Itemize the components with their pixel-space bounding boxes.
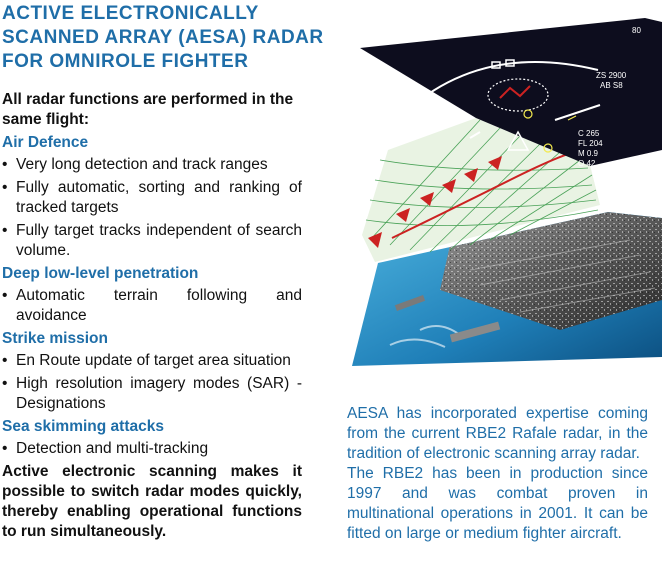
hud-top-value: 80 (632, 26, 641, 35)
rbe2-paragraph-1: AESA has incorporated expertise coming from the current RBE2 Rafale radar, in the tradition of electronic scanning array radar. (347, 405, 648, 462)
section-heading-sea-skimming: Sea skimming attacks (2, 418, 164, 435)
title-line-1: ACTIVE ELECTRONICALLY (2, 3, 259, 24)
title-line-2: SCANNED ARRAY (AESA) RADAR (2, 27, 324, 48)
hud-data-value: O 42 (578, 159, 596, 168)
hud-readout-1: ZS 2900 (596, 71, 627, 80)
hud-data-value: FL 204 (578, 139, 603, 148)
section-heading-deep-penetration: Deep low-level penetration (2, 265, 199, 282)
list-item: • High resolution imagery modes (SAR) - Designations (2, 374, 302, 414)
rbe2-paragraph-2: The RBE2 has been in production since 1997 and was combat proven in multinational operations in 2001. It can be fitted on large or medium fighter aircraft. (347, 465, 648, 542)
outro-text: Active electronic scanning makes it possible to switch radar modes quickly, thereby enabling operational functions to run simultaneously. (2, 463, 302, 540)
functions-column (2, 90, 302, 542)
sea-skimming-list (2, 439, 302, 459)
hud-readout-2: AB S8 (600, 81, 623, 90)
deep-penetration-list (2, 286, 302, 326)
list-item: • En Route update of target area situation (2, 351, 302, 371)
rbe2-description (347, 404, 648, 544)
list-item: • Very long detection and track ranges (2, 155, 302, 175)
list-item: • Automatic terrain following and avoidance (2, 286, 302, 326)
hud-data-value: C 265 (578, 129, 600, 138)
list-item: • Detection and multi-tracking (2, 439, 302, 459)
strike-mission-list (2, 351, 302, 414)
section-heading-air-defence: Air Defence (2, 134, 89, 151)
title-line-3: FOR OMNIROLE FIGHTER (2, 51, 249, 72)
radar-modes-illustration (300, 0, 662, 400)
list-item: • Fully target tracks independent of search volume. (2, 221, 302, 261)
air-defence-list (2, 155, 302, 261)
intro-text: All radar functions are performed in the same flight: (2, 91, 294, 128)
list-item: • Fully automatic, sorting and ranking of tracked targets (2, 178, 302, 218)
section-heading-strike-mission: Strike mission (2, 330, 108, 347)
radar-layers-graphic (300, 0, 662, 400)
hud-data-value: M 0.9 (578, 149, 599, 158)
